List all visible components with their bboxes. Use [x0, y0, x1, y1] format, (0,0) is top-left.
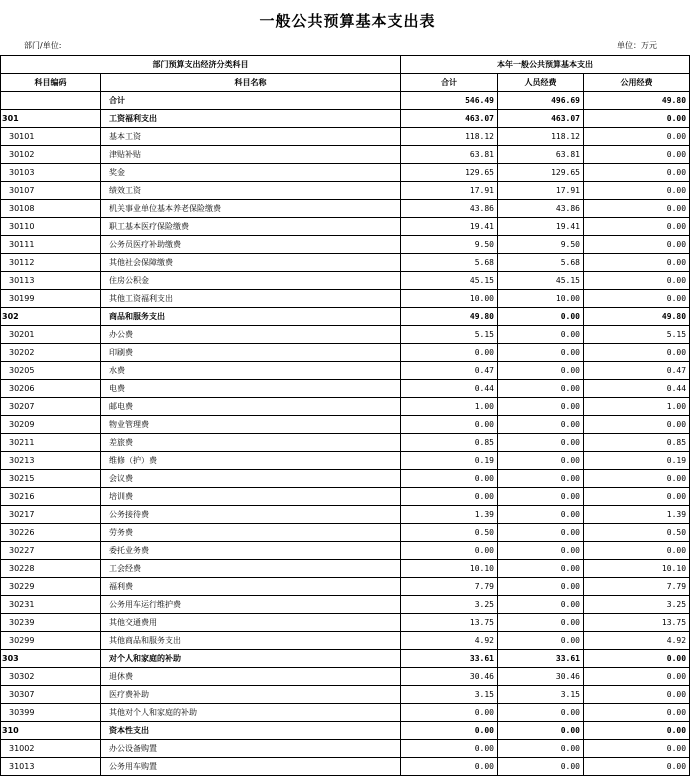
row-personnel-cell: 0.00	[498, 398, 584, 416]
row-personnel-cell: 43.86	[498, 200, 584, 218]
row-personnel-cell: 0.00	[498, 326, 584, 344]
row-name-cell: 其他工资福利支出	[101, 290, 401, 308]
row-public-cell: 1.39	[584, 506, 690, 524]
expenditure-table	[0, 55, 690, 776]
row-name-cell: 委托业务费	[101, 542, 401, 560]
table-row	[1, 182, 690, 200]
row-public-cell: 7.79	[584, 578, 690, 596]
row-personnel-cell: 0.00	[498, 308, 584, 326]
row-public-cell: 0.00	[584, 488, 690, 506]
table-row	[1, 164, 690, 182]
row-public-cell: 0.00	[584, 164, 690, 182]
row-name-cell: 对个人和家庭的补助	[101, 650, 401, 668]
group-row	[1, 722, 690, 740]
row-public-cell: 0.00	[584, 668, 690, 686]
row-personnel-cell: 0.00	[498, 524, 584, 542]
table-row	[1, 686, 690, 704]
table-row	[1, 362, 690, 380]
row-personnel-cell: 5.68	[498, 254, 584, 272]
header-code: 科目编码	[1, 74, 101, 92]
row-name-cell: 邮电费	[101, 398, 401, 416]
table-row	[1, 740, 690, 758]
table-row	[1, 272, 690, 290]
table-row	[1, 326, 690, 344]
table-row	[1, 452, 690, 470]
row-public-cell: 0.00	[584, 344, 690, 362]
row-name-cell: 办公费	[101, 326, 401, 344]
row-name-cell: 公务用车运行维护费	[101, 596, 401, 614]
row-name-cell: 机关事业单位基本养老保险缴费	[101, 200, 401, 218]
row-public-cell: 0.47	[584, 362, 690, 380]
row-code-cell: 30113	[1, 272, 101, 290]
row-personnel-cell: 496.69	[498, 92, 584, 110]
table-row	[1, 254, 690, 272]
row-code-cell: 30108	[1, 200, 101, 218]
row-total-cell: 0.00	[401, 740, 498, 758]
header-total: 合计	[401, 74, 498, 92]
row-total-cell: 3.25	[401, 596, 498, 614]
row-total-cell: 10.10	[401, 560, 498, 578]
row-personnel-cell: 0.00	[498, 758, 584, 776]
row-total-cell: 0.00	[401, 542, 498, 560]
row-name-cell: 水费	[101, 362, 401, 380]
row-public-cell: 0.00	[584, 110, 690, 128]
table-row	[1, 398, 690, 416]
row-total-cell: 0.00	[401, 416, 498, 434]
row-total-cell: 9.50	[401, 236, 498, 254]
row-code-cell: 31013	[1, 758, 101, 776]
row-public-cell: 0.00	[584, 200, 690, 218]
table-row	[1, 128, 690, 146]
row-public-cell: 0.19	[584, 452, 690, 470]
group-row	[1, 110, 690, 128]
row-name-cell: 退休费	[101, 668, 401, 686]
row-total-cell: 45.15	[401, 272, 498, 290]
row-name-cell: 住房公积金	[101, 272, 401, 290]
row-code-cell: 30231	[1, 596, 101, 614]
row-total-cell: 49.80	[401, 308, 498, 326]
row-total-cell: 0.19	[401, 452, 498, 470]
row-total-cell: 0.00	[401, 758, 498, 776]
page-title: 一般公共预算基本支出表	[259, 12, 436, 30]
row-public-cell: 0.00	[584, 146, 690, 164]
row-name-cell: 公务员医疗补助缴费	[101, 236, 401, 254]
table-row	[1, 506, 690, 524]
row-public-cell: 0.00	[584, 290, 690, 308]
row-code-cell: 30239	[1, 614, 101, 632]
row-total-cell: 5.68	[401, 254, 498, 272]
row-public-cell: 0.00	[584, 236, 690, 254]
row-name-cell: 公务接待费	[101, 506, 401, 524]
row-total-cell: 19.41	[401, 218, 498, 236]
row-code-cell: 30227	[1, 542, 101, 560]
row-name-cell: 工会经费	[101, 560, 401, 578]
row-personnel-cell: 3.15	[498, 686, 584, 704]
row-total-cell: 0.00	[401, 488, 498, 506]
row-public-cell: 49.80	[584, 92, 690, 110]
row-name-cell: 劳务费	[101, 524, 401, 542]
row-name-cell: 津贴补贴	[101, 146, 401, 164]
table-row	[1, 596, 690, 614]
header-group-row	[1, 56, 690, 74]
row-code-cell	[1, 92, 101, 110]
row-public-cell: 1.00	[584, 398, 690, 416]
row-code-cell: 30107	[1, 182, 101, 200]
row-code-cell: 30211	[1, 434, 101, 452]
row-total-cell: 13.75	[401, 614, 498, 632]
row-name-cell: 其他社会保障缴费	[101, 254, 401, 272]
row-name-cell: 奖金	[101, 164, 401, 182]
row-personnel-cell: 0.00	[498, 542, 584, 560]
row-public-cell: 0.00	[584, 416, 690, 434]
row-name-cell: 办公设备购置	[101, 740, 401, 758]
row-personnel-cell: 9.50	[498, 236, 584, 254]
unit-label: 单位：万元	[617, 41, 657, 50]
row-total-cell: 0.00	[401, 470, 498, 488]
header-budget: 本年一般公共预算基本支出	[401, 56, 690, 74]
row-code-cell: 30228	[1, 560, 101, 578]
row-name-cell: 商品和服务支出	[101, 308, 401, 326]
row-code-cell: 30101	[1, 128, 101, 146]
row-name-cell: 医疗费补助	[101, 686, 401, 704]
row-code-cell: 30207	[1, 398, 101, 416]
row-name-cell: 基本工资	[101, 128, 401, 146]
header-personnel: 人员经费	[498, 74, 584, 92]
table-row	[1, 560, 690, 578]
row-public-cell: 0.50	[584, 524, 690, 542]
row-name-cell: 维修（护）费	[101, 452, 401, 470]
row-public-cell: 0.00	[584, 758, 690, 776]
row-code-cell: 30112	[1, 254, 101, 272]
table-row	[1, 200, 690, 218]
row-personnel-cell: 0.00	[498, 506, 584, 524]
table-row	[1, 632, 690, 650]
row-public-cell: 0.00	[584, 542, 690, 560]
header-column-row	[1, 74, 690, 92]
row-code-cell: 30299	[1, 632, 101, 650]
row-name-cell: 合计	[101, 92, 401, 110]
row-total-cell: 30.46	[401, 668, 498, 686]
row-personnel-cell: 463.07	[498, 110, 584, 128]
row-name-cell: 工资福利支出	[101, 110, 401, 128]
row-code-cell: 30110	[1, 218, 101, 236]
row-personnel-cell: 0.00	[498, 578, 584, 596]
table-row	[1, 614, 690, 632]
row-code-cell: 30202	[1, 344, 101, 362]
row-code-cell: 30302	[1, 668, 101, 686]
table-row	[1, 344, 690, 362]
row-public-cell: 4.92	[584, 632, 690, 650]
group-row	[1, 308, 690, 326]
row-total-cell: 7.79	[401, 578, 498, 596]
row-total-cell: 129.65	[401, 164, 498, 182]
row-code-cell: 30102	[1, 146, 101, 164]
row-code-cell: 30226	[1, 524, 101, 542]
row-total-cell: 3.15	[401, 686, 498, 704]
row-public-cell: 49.80	[584, 308, 690, 326]
row-code-cell: 30217	[1, 506, 101, 524]
row-total-cell: 43.86	[401, 200, 498, 218]
row-name-cell: 福利费	[101, 578, 401, 596]
row-personnel-cell: 0.00	[498, 470, 584, 488]
row-public-cell: 0.85	[584, 434, 690, 452]
row-name-cell: 公务用车购置	[101, 758, 401, 776]
row-code-cell: 30307	[1, 686, 101, 704]
header-public: 公用经费	[584, 74, 690, 92]
row-total-cell: 33.61	[401, 650, 498, 668]
row-public-cell: 0.44	[584, 380, 690, 398]
row-public-cell: 0.00	[584, 740, 690, 758]
row-total-cell: 1.39	[401, 506, 498, 524]
row-name-cell: 职工基本医疗保险缴费	[101, 218, 401, 236]
row-name-cell: 绩效工资	[101, 182, 401, 200]
row-personnel-cell: 0.00	[498, 722, 584, 740]
row-public-cell: 0.00	[584, 272, 690, 290]
header-classification: 部门预算支出经济分类科目	[1, 56, 401, 74]
row-public-cell: 0.00	[584, 704, 690, 722]
table-row	[1, 146, 690, 164]
row-code-cell: 30205	[1, 362, 101, 380]
table-row	[1, 668, 690, 686]
row-personnel-cell: 63.81	[498, 146, 584, 164]
table-row	[1, 578, 690, 596]
row-public-cell: 5.15	[584, 326, 690, 344]
row-personnel-cell: 19.41	[498, 218, 584, 236]
row-public-cell: 0.00	[584, 128, 690, 146]
row-personnel-cell: 33.61	[498, 650, 584, 668]
row-personnel-cell: 45.15	[498, 272, 584, 290]
row-personnel-cell: 0.00	[498, 380, 584, 398]
row-public-cell: 3.25	[584, 596, 690, 614]
row-personnel-cell: 0.00	[498, 740, 584, 758]
row-total-cell: 17.91	[401, 182, 498, 200]
row-name-cell: 其他商品和服务支出	[101, 632, 401, 650]
row-total-cell: 546.49	[401, 92, 498, 110]
row-personnel-cell: 0.00	[498, 704, 584, 722]
row-public-cell: 0.00	[584, 722, 690, 740]
row-name-cell: 其他对个人和家庭的补助	[101, 704, 401, 722]
row-personnel-cell: 0.00	[498, 452, 584, 470]
table-row	[1, 416, 690, 434]
row-name-cell: 培训费	[101, 488, 401, 506]
row-total-cell: 0.00	[401, 344, 498, 362]
row-name-cell: 其他交通费用	[101, 614, 401, 632]
row-personnel-cell: 0.00	[498, 632, 584, 650]
table-row	[1, 758, 690, 776]
row-personnel-cell: 10.00	[498, 290, 584, 308]
row-personnel-cell: 0.00	[498, 362, 584, 380]
row-code-cell: 30206	[1, 380, 101, 398]
table-row	[1, 218, 690, 236]
table-row	[1, 290, 690, 308]
row-total-cell: 4.92	[401, 632, 498, 650]
row-personnel-cell: 0.00	[498, 596, 584, 614]
row-name-cell: 会议费	[101, 470, 401, 488]
row-public-cell: 0.00	[584, 650, 690, 668]
row-total-cell: 63.81	[401, 146, 498, 164]
department-label: 部门/单位:	[24, 41, 62, 50]
row-total-cell: 0.47	[401, 362, 498, 380]
row-public-cell: 13.75	[584, 614, 690, 632]
row-personnel-cell: 0.00	[498, 560, 584, 578]
row-total-cell: 10.00	[401, 290, 498, 308]
table-row	[1, 524, 690, 542]
row-public-cell: 0.00	[584, 686, 690, 704]
row-code-cell: 301	[1, 110, 101, 128]
row-public-cell: 0.00	[584, 182, 690, 200]
row-personnel-cell: 0.00	[498, 488, 584, 506]
row-total-cell: 0.85	[401, 434, 498, 452]
row-code-cell: 302	[1, 308, 101, 326]
row-total-cell: 0.00	[401, 704, 498, 722]
row-name-cell: 资本性支出	[101, 722, 401, 740]
row-code-cell: 310	[1, 722, 101, 740]
row-name-cell: 物业管理费	[101, 416, 401, 434]
table-row	[1, 470, 690, 488]
row-total-cell: 0.50	[401, 524, 498, 542]
row-public-cell: 0.00	[584, 470, 690, 488]
table-row	[1, 236, 690, 254]
row-code-cell: 30213	[1, 452, 101, 470]
row-total-cell: 0.44	[401, 380, 498, 398]
row-total-cell: 463.07	[401, 110, 498, 128]
row-total-cell: 5.15	[401, 326, 498, 344]
table-row	[1, 704, 690, 722]
row-code-cell: 30209	[1, 416, 101, 434]
row-personnel-cell: 0.00	[498, 434, 584, 452]
row-code-cell: 30215	[1, 470, 101, 488]
row-public-cell: 10.10	[584, 560, 690, 578]
total-row	[1, 92, 690, 110]
row-personnel-cell: 118.12	[498, 128, 584, 146]
row-code-cell: 30199	[1, 290, 101, 308]
row-name-cell: 电费	[101, 380, 401, 398]
row-code-cell: 30399	[1, 704, 101, 722]
row-name-cell: 差旅费	[101, 434, 401, 452]
row-personnel-cell: 17.91	[498, 182, 584, 200]
table-row	[1, 542, 690, 560]
row-public-cell: 0.00	[584, 218, 690, 236]
row-public-cell: 0.00	[584, 254, 690, 272]
row-code-cell: 30103	[1, 164, 101, 182]
table-row	[1, 380, 690, 398]
table-row	[1, 434, 690, 452]
row-personnel-cell: 0.00	[498, 416, 584, 434]
row-code-cell: 31002	[1, 740, 101, 758]
row-total-cell: 1.00	[401, 398, 498, 416]
row-code-cell: 30216	[1, 488, 101, 506]
row-personnel-cell: 30.46	[498, 668, 584, 686]
row-personnel-cell: 0.00	[498, 344, 584, 362]
row-total-cell: 118.12	[401, 128, 498, 146]
row-personnel-cell: 129.65	[498, 164, 584, 182]
table-body	[1, 92, 690, 776]
row-code-cell: 30201	[1, 326, 101, 344]
row-code-cell: 30229	[1, 578, 101, 596]
group-row	[1, 650, 690, 668]
row-total-cell: 0.00	[401, 722, 498, 740]
table-row	[1, 488, 690, 506]
row-code-cell: 30111	[1, 236, 101, 254]
row-name-cell: 印刷费	[101, 344, 401, 362]
header-name: 科目名称	[101, 74, 401, 92]
row-personnel-cell: 0.00	[498, 614, 584, 632]
row-code-cell: 303	[1, 650, 101, 668]
